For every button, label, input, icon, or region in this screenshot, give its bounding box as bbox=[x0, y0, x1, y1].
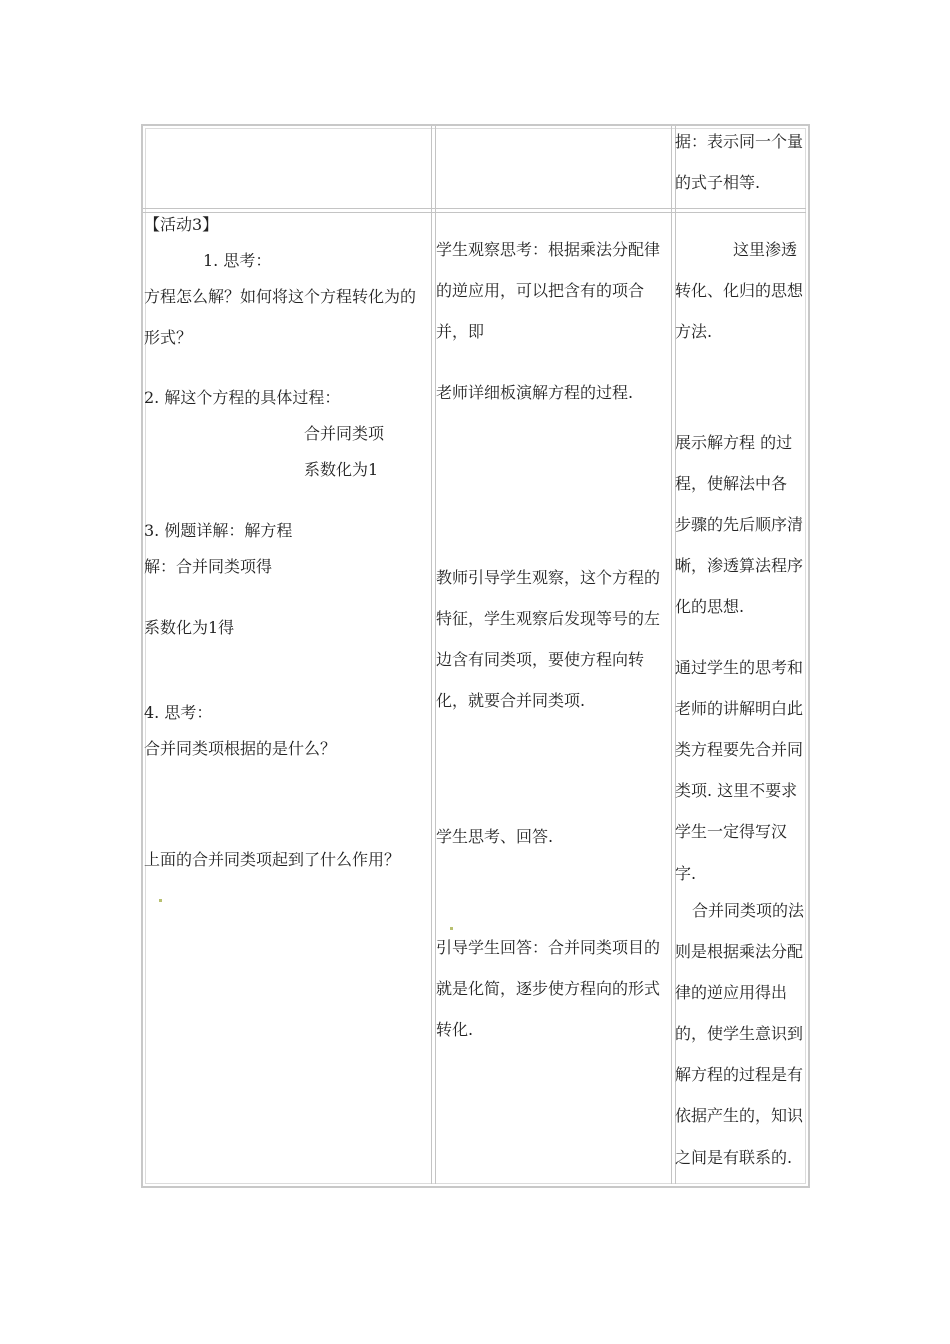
text-line: 展示解方程 的过 bbox=[675, 433, 793, 452]
text-line: 解方程的过程是有 bbox=[675, 1065, 804, 1084]
text-line: 方程怎么解？如何将这个方程转化为的 bbox=[144, 287, 417, 306]
text-line: 1. 思考： bbox=[203, 251, 272, 270]
text-line: 【活动3】 bbox=[144, 215, 219, 234]
text-line: 上面的合并同类项起到了什么作用？ bbox=[144, 850, 401, 869]
text-line: 程，使解法中各 bbox=[675, 474, 788, 493]
text-line: 依据产生的，知识 bbox=[675, 1106, 804, 1125]
text-line: 2. 解这个方程的具体过程： bbox=[144, 388, 341, 407]
text-line: 边含有同类项，要使方程向转 bbox=[436, 650, 645, 669]
text-line: 学生思考、回答. bbox=[436, 827, 554, 846]
text-line: 解：合并同类项得 bbox=[144, 557, 273, 576]
row-divider bbox=[143, 208, 806, 213]
text-line: 合并同类项 bbox=[304, 424, 385, 443]
text-line: 4. 思考： bbox=[144, 703, 213, 722]
text-line: 化，就要合并同类项. bbox=[436, 691, 586, 710]
text-line: 则是根据乘法分配 bbox=[675, 942, 804, 961]
text-line: 3. 例题详解：解方程 bbox=[144, 521, 293, 540]
text-line: 系数化为1得 bbox=[144, 618, 235, 637]
text-line: 系数化为1 bbox=[304, 460, 379, 479]
text-line: 合并同类项根据的是什么？ bbox=[144, 739, 337, 758]
text-line: 引导学生回答：合并同类项目的 bbox=[436, 938, 661, 957]
text-line: 通过学生的思考和 bbox=[675, 658, 804, 677]
mark bbox=[159, 899, 162, 902]
text-line: 形式？ bbox=[144, 328, 193, 347]
text-line: 字. bbox=[675, 864, 697, 883]
text-line: 类方程要先合并同 bbox=[675, 740, 804, 759]
mark bbox=[450, 927, 453, 930]
text-line: 老师详细板演解方程的过程. bbox=[436, 383, 634, 402]
text-line: 晰，渗透算法程序 bbox=[675, 556, 804, 575]
text-line: 并，即 bbox=[436, 322, 485, 341]
text-line: 律的逆应用得出 bbox=[675, 983, 788, 1002]
text-line: 类项. 这里不要求 bbox=[675, 781, 798, 800]
text-line: 特征，学生观察后发现等号的左 bbox=[436, 609, 661, 628]
text-line: 的式子相等. bbox=[675, 173, 761, 192]
text-line: 之间是有联系的. bbox=[675, 1148, 793, 1167]
text-line: 步骤的先后顺序清 bbox=[675, 515, 804, 534]
text-line: 方法. bbox=[675, 322, 713, 341]
text-line: 老师的讲解明白此 bbox=[675, 699, 804, 718]
text-line: 据：表示同一个量 bbox=[675, 132, 804, 151]
text-line: 就是化简，逐步使方程向的形式 bbox=[436, 979, 661, 998]
text-line: 的逆应用，可以把含有的项合 bbox=[436, 281, 645, 300]
text-line: 化的思想. bbox=[675, 597, 745, 616]
text-line: 学生一定得写汉 bbox=[675, 822, 788, 841]
text-line: 学生观察思考：根据乘法分配律 bbox=[436, 240, 661, 259]
text-line: 合并同类项的法 bbox=[692, 901, 805, 920]
text-line: 这里渗透 bbox=[733, 240, 798, 259]
text-line: 的，使学生意识到 bbox=[675, 1024, 804, 1043]
text-line: 教师引导学生观察，这个方程的 bbox=[436, 568, 661, 587]
text-line: 转化、化归的思想 bbox=[675, 281, 804, 300]
text-line: 转化. bbox=[436, 1020, 474, 1039]
